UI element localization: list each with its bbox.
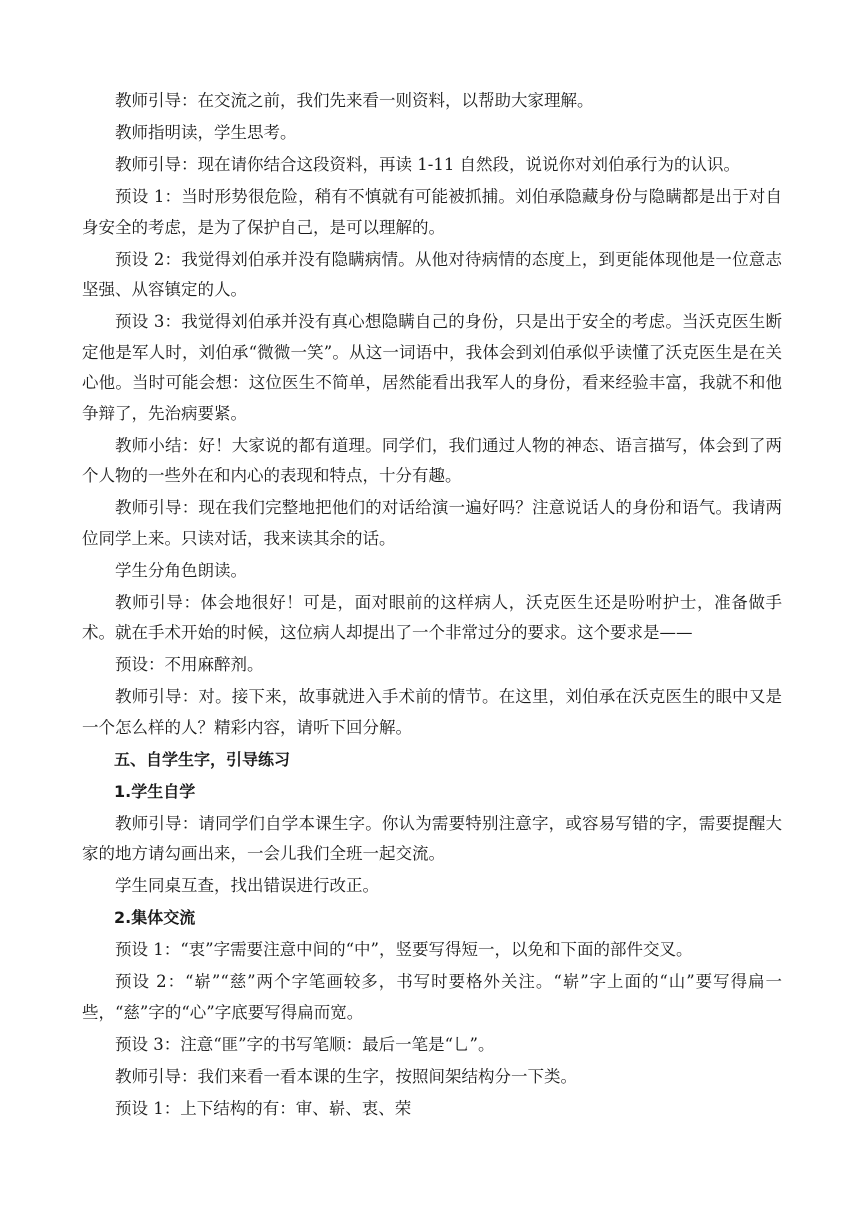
paragraph: 教师引导：现在请你结合这段资料，再读 1-11 自然段，说说你对刘伯承行为的认识。 [115, 155, 741, 174]
paragraph: 教师引导：体会地很好！可是，面对眼前的这样病人，沃克医生还是吩咐护士，准备做手术。就在手术开始的时候，这位病人却提出了一个非常过分的要求。这个要求是—— [82, 592, 782, 642]
paragraph: 教师引导：请同学们自学本课生字。你认为需要特别注意字，或容易写错的字，需要提醒大家的地方请勾画出来，一会儿我们全班一起交流。 [82, 813, 782, 863]
paragraph: 教师指明读，学生思考。 [115, 123, 297, 142]
paragraph: 预设 2：“崭”“慈”两个字笔画较多，书写时要格外关注。“崭”字上面的“山”要写得扁一些，“慈”字的“心”字底要写得扁而宽。 [82, 972, 782, 1022]
paragraph: 教师引导：现在我们完整地把他们的对话给演一遍好吗？注意说话人的身份和语气。我请两位同学上来。只读对话，我来读其余的话。 [82, 498, 782, 548]
paragraph: 预设 3：注意“匪”字的书写笔顺：最后一笔是“乚”。 [115, 1034, 495, 1054]
paragraph: 教师引导：对。接下来，故事就进入手术前的情节。在这里，刘伯承在沃克医生的眼中又是一个怎么样的人？精彩内容，请听下回分解。 [82, 687, 782, 737]
paragraph: 学生分角色朗读。 [115, 560, 247, 580]
paragraph: 学生同桌互查，找出错误进行改正。 [115, 876, 379, 895]
paragraph: 教师引导：我们来看一看本课的生字，按照间架结构分一下类。 [115, 1066, 577, 1086]
paragraph: 教师引导：在交流之前，我们先来看一则资料，以帮助大家理解。 [115, 91, 594, 110]
subsection-heading: 1.学生自学 [114, 781, 196, 801]
paragraph: 预设：不用麻醉剂。 [115, 655, 264, 674]
section-heading: 五、自学生字，引导练习 [114, 749, 291, 769]
paragraph: 预设 2：我觉得刘伯承并没有隐瞒病情。从他对待病情的态度上，到更能体现他是一位意志坚强、从容镇定的人。 [82, 249, 782, 299]
paragraph: 教师小结：好！大家说的都有道理。同学们，我们通过人物的神态、语言描写，体会到了两个人物的一些外在和内心的表现和特点，十分有趣。 [82, 435, 782, 485]
paragraph: 预设 1：“衷”字需要注意中间的“中”，竖要写得短一，以免和下面的部件交叉。 [115, 940, 693, 959]
subsection-heading: 2.集体交流 [114, 908, 196, 927]
paragraph: 预设 1：上下结构的有：审、崭、衷、荣 [115, 1098, 412, 1118]
paragraph: 预设 1：当时形势很危险，稍有不慎就有可能被抓捕。刘伯承隐藏身份与隐瞒都是出于对自身安全的考虑，是为了保护自己，是可以理解的。 [82, 187, 782, 237]
paragraph: 预设 3：我觉得刘伯承并没有真心想隐瞒自己的身份，只是出于安全的考虑。当沃克医生断定他是军人时，刘伯承“微微一笑”。从这一词语中，我体会到刘伯承似乎读懂了沃克医生是在关心他。当时可能会想：这位医生不简单，居然能看出我军人的身份，看来经验丰富，我就不和他争辩了，先治病要紧。 [82, 312, 782, 423]
document-body [82, 86, 782, 1126]
